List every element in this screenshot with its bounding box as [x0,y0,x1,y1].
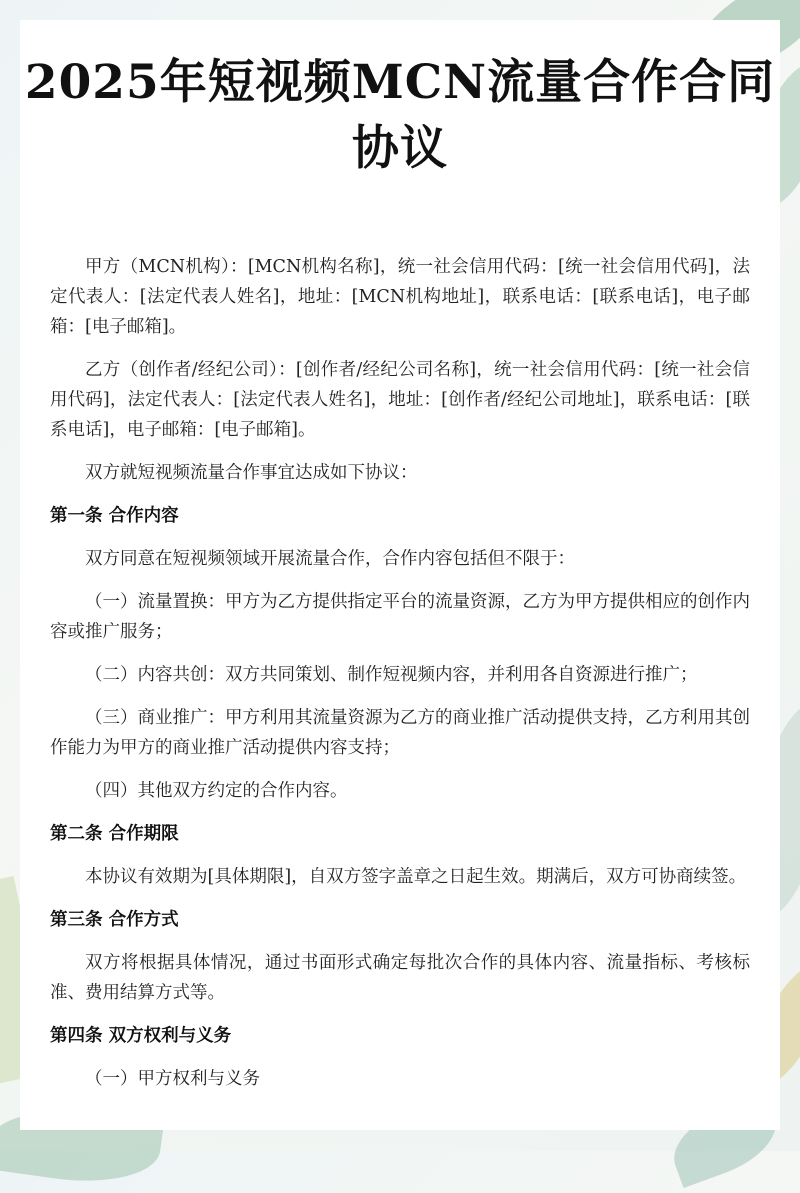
article-1-item: （四）其他双方约定的合作内容。 [85,781,348,801]
article-2-heading: 第二条 合作期限 [50,824,179,844]
article-1-heading: 第一条 合作内容 [50,506,179,526]
title-line-2: 协议 [352,121,448,176]
document-body [50,252,750,1107]
preamble-paragraph: 双方就短视频流量合作事宜达成如下协议： [85,463,418,483]
article-4-item: （一）甲方权利与义务 [85,1069,260,1089]
article-1-item: （三）商业推广：甲方利用其流量资源为乙方的商业推广活动提供支持，乙方利用其创作能力为甲方的商业推广活动提供内容支持； [50,708,750,758]
article-3-heading: 第三条 合作方式 [50,910,179,930]
title-line-1: 2025年短视频MCN流量合作合同 [24,55,776,110]
article-1-item: （一）流量置换：甲方为乙方提供指定平台的流量资源，乙方为甲方提供相应的创作内容或推广服务； [50,592,750,642]
document-title [20,50,780,182]
party-a-paragraph: 甲方（MCN机构）：[MCN机构名称]，统一社会信用代码：[统一社会信用代码]，法定代表人：[法定代表人姓名]，地址：[MCN机构地址]，联系电话：[联系电话]，电子邮箱：[电子邮箱]。 [50,257,750,337]
article-2-text: 本协议有效期为[具体期限]，自双方签字盖章之日起生效。期满后，双方可协商续签。 [85,867,747,887]
article-1-intro: 双方同意在短视频领域开展流量合作，合作内容包括但不限于： [85,549,575,569]
article-3-text: 双方将根据具体情况，通过书面形式确定每批次合作的具体内容、流量指标、考核标准、费用结算方式等。 [50,953,750,1003]
article-1-item: （二）内容共创：双方共同策划、制作短视频内容，并利用各自资源进行推广； [85,665,698,685]
party-b-paragraph: 乙方（创作者/经纪公司）：[创作者/经纪公司名称]，统一社会信用代码：[统一社会信用代码]，法定代表人：[法定代表人姓名]，地址：[创作者/经纪公司地址]，联系电话：[联系电话]，电子邮箱：[电子邮箱]。 [50,360,750,440]
document-page [20,20,780,1130]
article-4-heading: 第四条 双方权利与义务 [50,1026,232,1046]
